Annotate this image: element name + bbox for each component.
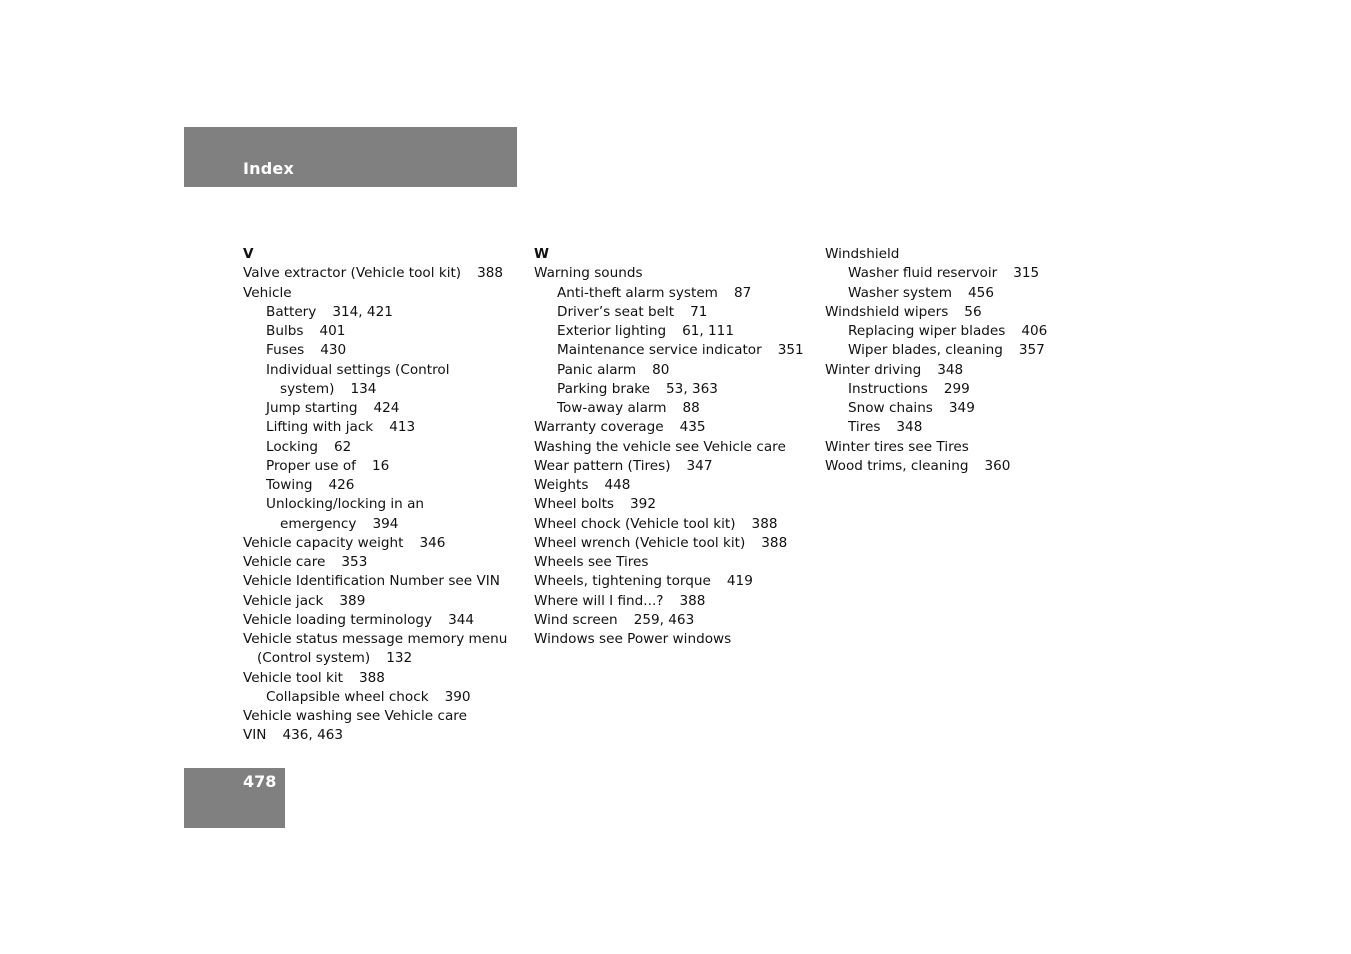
index-term: emergency — [280, 515, 357, 532]
index-subentry — [243, 341, 507, 360]
index-page-ref: 16 — [371, 457, 390, 474]
index-letter-heading — [243, 245, 507, 264]
index-subentry — [825, 264, 1047, 283]
index-page-ref: 357 — [1018, 342, 1045, 359]
index-term: Towing — [266, 477, 313, 493]
index-page-ref: 61, 111 — [682, 323, 734, 339]
index-term: Individual settings (Control — [266, 361, 450, 378]
index-page-ref: 435 — [679, 419, 706, 436]
index-term: system) — [280, 380, 335, 397]
index-subentry — [243, 476, 507, 495]
index-column-3 — [825, 245, 1047, 476]
index-page-ref: 436, 463 — [282, 727, 344, 744]
index-entry — [534, 630, 804, 649]
index-column-1 — [243, 245, 507, 746]
index-page-ref: 71 — [690, 303, 708, 320]
index-entry-continuation — [243, 649, 507, 668]
index-term: Wheels, tightening torque — [534, 573, 711, 590]
index-entry — [243, 630, 507, 649]
index-page-ref: 456 — [968, 284, 994, 301]
index-subentry — [825, 284, 1047, 303]
index-subentry — [243, 688, 507, 707]
index-term: Jump starting — [266, 400, 358, 416]
index-term: Collapsible wheel chock — [266, 688, 429, 705]
index-entry — [825, 438, 1047, 457]
index-entry — [534, 457, 804, 476]
index-entry — [243, 669, 507, 688]
index-page-ref: 132 — [386, 650, 413, 667]
index-term: Tow-away alarm — [557, 400, 667, 416]
index-term: Vehicle — [243, 284, 292, 301]
index-term: Winter tires see Tires — [825, 438, 969, 455]
index-term: Vehicle jack — [243, 592, 324, 609]
index-term: Windshield — [825, 246, 900, 262]
index-term: Driver’s seat belt — [557, 303, 675, 320]
index-page-ref: 388 — [761, 534, 788, 551]
index-entry — [243, 553, 507, 572]
index-subentry — [534, 399, 804, 418]
index-subentry — [243, 399, 507, 418]
index-entry — [243, 611, 507, 630]
index-page-ref: 346 — [419, 534, 446, 551]
index-page-ref: 388 — [477, 265, 504, 282]
index-term: Wheel wrench (Vehicle tool kit) — [534, 534, 746, 551]
index-entry — [825, 245, 1047, 264]
index-subentry-continuation — [243, 380, 507, 399]
index-page-ref: 406 — [1021, 323, 1048, 339]
index-entry — [243, 284, 507, 303]
index-entry — [534, 553, 804, 572]
index-page-ref: 134 — [350, 380, 377, 397]
index-entry — [534, 264, 804, 283]
page-number-band — [184, 768, 285, 828]
index-page-ref: 62 — [334, 438, 352, 455]
index-subentry — [534, 303, 804, 322]
index-subentry — [534, 284, 804, 303]
index-subentry — [243, 303, 507, 322]
index-page-ref: 88 — [682, 400, 700, 416]
index-term: Lifting with jack — [266, 419, 374, 436]
index-term: Wheel chock (Vehicle tool kit) — [534, 515, 736, 532]
index-term: Wheel bolts — [534, 496, 615, 513]
index-term: Vehicle washing see Vehicle care — [243, 708, 467, 724]
index-subentry — [534, 380, 804, 399]
index-term: Proper use of — [266, 457, 356, 474]
index-page-ref: 448 — [604, 477, 631, 493]
index-subentry — [243, 361, 507, 380]
index-term: Vehicle tool kit — [243, 669, 343, 686]
index-term: Windshield wipers — [825, 303, 949, 320]
index-subentry — [243, 495, 507, 514]
page-number: 478 — [243, 772, 277, 791]
index-subentry-continuation — [243, 515, 507, 534]
index-term: Warranty coverage — [534, 419, 664, 436]
index-term: Vehicle status message memory menu — [243, 631, 508, 647]
index-page-ref: 388 — [358, 669, 385, 686]
index-page-ref: 349 — [948, 400, 975, 416]
index-entry — [534, 495, 804, 514]
index-page-ref: 419 — [726, 573, 753, 590]
index-entry — [825, 303, 1047, 322]
index-entry — [534, 476, 804, 495]
index-page-ref: 80 — [652, 361, 670, 378]
index-page-ref: 353 — [341, 554, 368, 570]
index-page-ref: 314, 421 — [332, 303, 393, 320]
index-term: Maintenance service indicator — [557, 342, 762, 359]
index-page-ref: 389 — [339, 592, 366, 609]
index-term: Panic alarm — [557, 361, 637, 378]
index-term: Unlocking/locking in an — [266, 496, 425, 513]
index-page-ref: 299 — [943, 380, 970, 397]
index-entry — [534, 534, 804, 553]
index-entry — [243, 592, 507, 611]
index-page-ref: 87 — [733, 284, 752, 301]
index-page-ref: 360 — [984, 457, 1011, 474]
index-entry — [243, 707, 507, 726]
index-subentry — [243, 418, 507, 437]
index-entry — [534, 438, 804, 457]
index-term: Winter driving — [825, 361, 922, 378]
index-term: Windows see Power windows — [534, 631, 732, 647]
index-term: Where will I find...? — [534, 592, 664, 609]
index-term: Wood trims, cleaning — [825, 457, 969, 474]
index-page-ref: 344 — [448, 611, 475, 628]
index-term: Washer fluid reservoir — [848, 265, 998, 282]
index-term: Vehicle loading terminology — [243, 611, 433, 628]
index-column-2 — [534, 245, 804, 649]
index-term: Wind screen — [534, 611, 618, 628]
index-page-ref: 348 — [896, 419, 923, 436]
index-letter-heading — [534, 245, 804, 264]
index-entry — [825, 457, 1047, 476]
index-subentry — [243, 438, 507, 457]
index-page-ref: 351 — [777, 342, 804, 359]
index-term: Washing the vehicle see Vehicle care — [534, 438, 786, 455]
index-subentry — [534, 361, 804, 380]
index-subentry — [534, 322, 804, 341]
index-entry — [243, 572, 507, 591]
index-entry — [534, 515, 804, 534]
index-page-ref: 56 — [964, 303, 982, 320]
index-term: Vehicle Identification Number see VIN — [243, 573, 500, 590]
index-page-ref: 430 — [320, 342, 347, 359]
index-page-ref: 424 — [373, 400, 400, 416]
index-term: Anti-theft alarm system — [557, 284, 718, 301]
index-term: (Control system) — [257, 650, 371, 667]
index-term: Snow chains — [848, 400, 933, 416]
index-term: Wiper blades, cleaning — [848, 342, 1003, 359]
index-entry — [534, 592, 804, 611]
index-entry — [534, 418, 804, 437]
index-subentry — [825, 399, 1047, 418]
index-term: V — [243, 246, 254, 262]
index-term: Bulbs — [266, 323, 304, 339]
index-term: Valve extractor (Vehicle tool kit) — [243, 265, 462, 282]
index-page-ref: 388 — [679, 592, 706, 609]
index-page-ref: 348 — [937, 361, 964, 378]
index-entry — [534, 572, 804, 591]
index-page-ref: 401 — [319, 323, 346, 339]
index-subentry — [825, 322, 1047, 341]
index-entry — [243, 726, 507, 745]
index-subentry — [825, 341, 1047, 360]
index-term: Parking brake — [557, 380, 651, 397]
index-subentry — [825, 380, 1047, 399]
index-page-ref: 315 — [1013, 265, 1040, 282]
index-term: Vehicle care — [243, 554, 326, 570]
index-term: Wear pattern (Tires) — [534, 457, 671, 474]
index-page-ref: 390 — [444, 688, 471, 705]
index-term: Vehicle capacity weight — [243, 534, 404, 551]
index-term: Instructions — [848, 380, 928, 397]
index-term: Battery — [266, 303, 317, 320]
index-page-ref: 392 — [630, 496, 656, 513]
index-page-ref: 426 — [328, 477, 355, 493]
index-term: Replacing wiper blades — [848, 323, 1006, 339]
index-term: Fuses — [266, 342, 305, 359]
index-entry — [243, 264, 507, 283]
index-page-ref: 388 — [751, 515, 778, 532]
index-subentry — [825, 418, 1047, 437]
index-subentry — [534, 341, 804, 360]
index-term: Tires — [848, 419, 881, 436]
index-term: VIN — [243, 727, 267, 744]
index-page-ref: 53, 363 — [666, 380, 718, 397]
index-term: Wheels see Tires — [534, 554, 649, 570]
header-band — [184, 127, 517, 187]
index-term: Locking — [266, 438, 319, 455]
index-term: Warning sounds — [534, 265, 643, 282]
index-page-ref: 413 — [389, 419, 416, 436]
index-page-ref: 259, 463 — [633, 611, 695, 628]
index-term: Washer system — [848, 284, 953, 301]
index-subentry — [243, 457, 507, 476]
index-entry — [534, 611, 804, 630]
index-entry — [243, 534, 507, 553]
index-term: Weights — [534, 477, 589, 493]
index-entry — [825, 361, 1047, 380]
index-term: W — [534, 246, 549, 262]
index-page-ref: 394 — [372, 515, 399, 532]
page-title: Index — [243, 159, 294, 178]
index-subentry — [243, 322, 507, 341]
index-page-ref: 347 — [686, 457, 713, 474]
index-term: Exterior lighting — [557, 323, 667, 339]
